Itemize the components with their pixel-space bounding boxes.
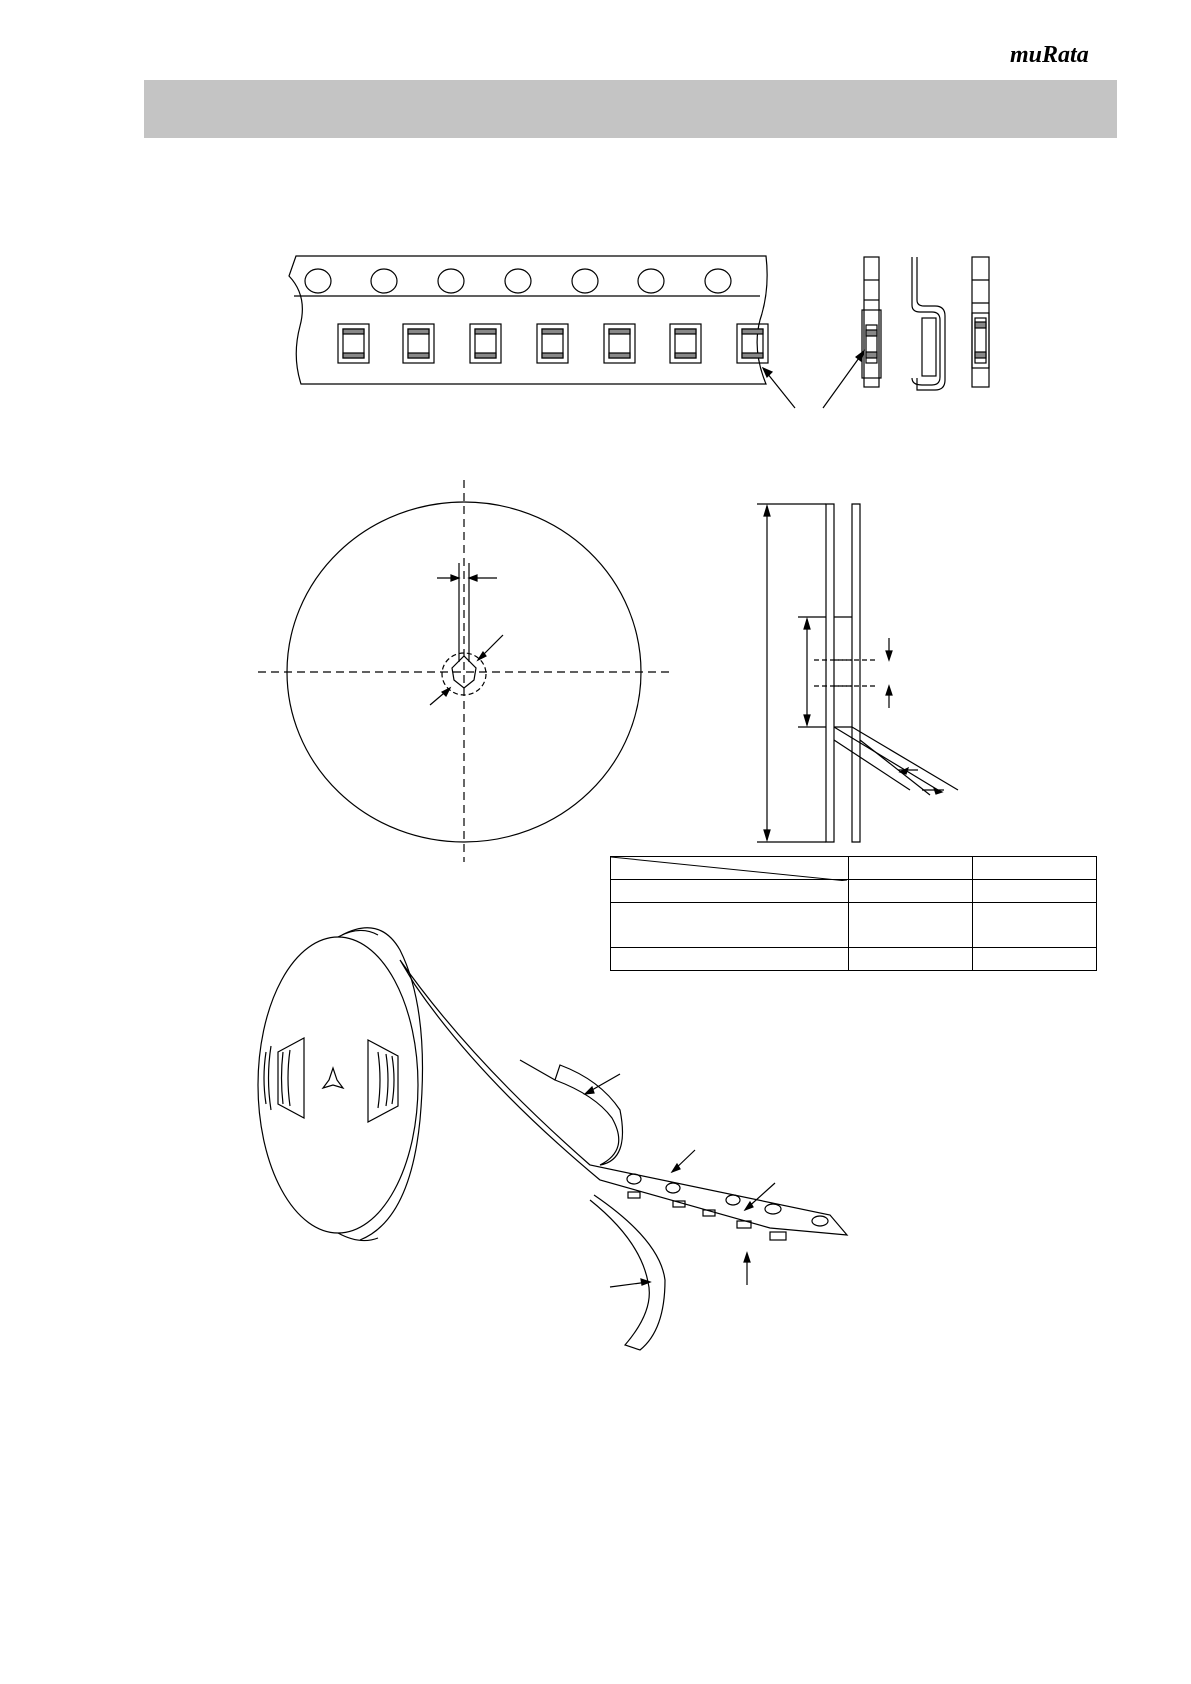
carrier-tape-strip xyxy=(400,960,847,1240)
overall-diameter-dimension xyxy=(757,504,826,842)
table-cell xyxy=(973,857,1097,880)
component-pockets xyxy=(338,324,768,363)
sprocket-hole xyxy=(305,269,331,293)
pocket xyxy=(470,324,501,363)
sprocket-hole xyxy=(371,269,397,293)
leader-arrow xyxy=(610,1279,650,1287)
table-cell xyxy=(611,880,849,903)
reel-wall-right xyxy=(852,504,860,842)
tape-side-view-b xyxy=(912,257,945,390)
cover-tape-upper xyxy=(520,1060,623,1165)
pocket xyxy=(338,324,369,363)
table-cell xyxy=(611,903,849,948)
table-row xyxy=(611,903,1097,948)
sprocket-hole xyxy=(505,269,531,293)
reel-window-right xyxy=(368,1040,398,1122)
table-cell xyxy=(611,948,849,971)
table-cell xyxy=(849,880,973,903)
leader-arrow xyxy=(745,1183,775,1210)
table-cell xyxy=(849,948,973,971)
hub-bore-dimension xyxy=(886,638,892,708)
tape-side-views xyxy=(823,257,989,408)
murata-logo: muRata xyxy=(1010,42,1089,68)
leader-arrow xyxy=(744,1253,750,1285)
leader-arrow xyxy=(823,351,864,408)
table-cell xyxy=(849,857,973,880)
sprocket-holes xyxy=(305,269,731,293)
table-header-diagonal-cell xyxy=(611,857,849,880)
tape-outline xyxy=(289,256,767,384)
table-cell xyxy=(849,903,973,948)
sprocket-hole xyxy=(705,269,731,293)
leader-arrow xyxy=(672,1150,695,1172)
reel-wall-left xyxy=(826,504,834,842)
pocket xyxy=(670,324,701,363)
tape-side-view-c xyxy=(972,257,989,387)
diagonal-line xyxy=(611,857,847,881)
cover-tape-lower xyxy=(590,1195,665,1350)
tape-side-view-a xyxy=(862,257,881,387)
sprocket-hole xyxy=(572,269,598,293)
reel-hub-key xyxy=(323,1068,343,1088)
pocket xyxy=(737,324,768,363)
sprocket-hole xyxy=(438,269,464,293)
table-row xyxy=(611,880,1097,903)
hub-height-dimension xyxy=(798,617,826,727)
carrier-tape-top-view xyxy=(289,256,795,408)
leader-arrow xyxy=(585,1074,620,1094)
hub-diameter-dimension xyxy=(430,635,503,705)
table-row xyxy=(611,948,1097,971)
pocket xyxy=(403,324,434,363)
slot-width-dimension xyxy=(437,575,497,581)
table-cell xyxy=(973,948,1097,971)
pocket xyxy=(537,324,568,363)
pocket xyxy=(604,324,635,363)
reel-perspective-view xyxy=(258,928,847,1350)
table-cell xyxy=(973,903,1097,948)
reel-rim xyxy=(338,930,378,1240)
spec-table xyxy=(610,856,1097,971)
sprocket-hole xyxy=(638,269,664,293)
table-cell xyxy=(973,880,1097,903)
reel-side-view xyxy=(757,504,958,842)
table-row xyxy=(611,857,1097,880)
reel-window-left xyxy=(264,1038,304,1118)
reel-front-view xyxy=(258,480,670,862)
leader-arrow xyxy=(763,368,795,408)
